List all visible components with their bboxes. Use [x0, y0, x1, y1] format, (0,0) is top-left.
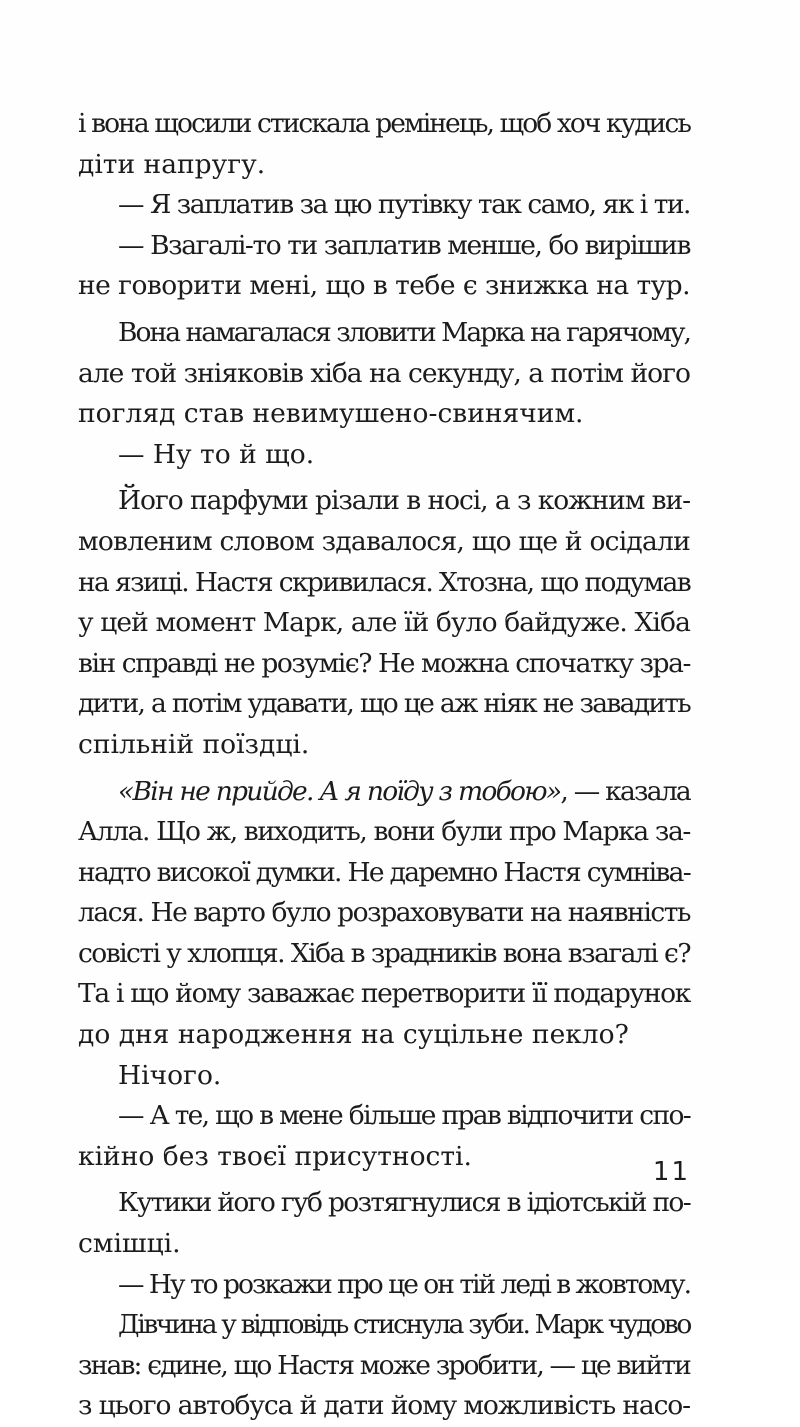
dialogue-line: — Ну то й що. — [118, 438, 315, 470]
text-line: не говорити мені, що в тебе є знижка на тур. — [78, 270, 690, 302]
text-line: Вона намагалася зловити Марка на гарячому, — [118, 316, 690, 348]
text-line: Його парфуми різали в носі, а з кожним ви- — [118, 485, 690, 517]
text-line: Та і що йому заважає перетворити її подарунок — [78, 978, 690, 1010]
text-line: у цей момент Марк, але їй було байдуже. Хіба — [78, 607, 690, 639]
text-line: спільній поїздці. — [78, 728, 310, 760]
dialogue-line: — Я заплатив за цю путівку так само, як і ти. — [118, 189, 690, 221]
page-text — [78, 104, 690, 1427]
text-line: надто високої думки. Не даремно Настя сумніва- — [78, 856, 690, 888]
text-line: кійно без твоєї присутності. — [78, 1140, 472, 1172]
dialogue-line: — Ну то розкажи про це он тій леді в жовтому. — [118, 1268, 690, 1300]
text-line: з цього автобуса й дати йому можливість насо- — [78, 1390, 690, 1422]
text-line: діти напругу. — [78, 148, 266, 180]
text-line: але той зніяковів хіба на секунду, а потім його — [78, 357, 690, 389]
text-line: знав: єдине, що Настя може зробити, — це вийти — [78, 1349, 690, 1381]
text-line: він справді не розуміє? Не можна спочатку зра- — [78, 647, 690, 679]
dialogue-line: — А те, що в мене більше прав відпочити спо- — [118, 1100, 690, 1132]
quote-attribution: , — казала — [560, 775, 690, 807]
text-line: Нічого. — [118, 1059, 222, 1091]
italic-quote: «Він не прийде. А я поїду з тобою» — [118, 775, 561, 807]
text-line: Кутики його губ розтягнулися в ідіотській по- — [118, 1187, 690, 1219]
text-line: мовленим словом здавалося, що ще й осідали — [78, 525, 690, 557]
text-line: совісті у хлопця. Хіба в зрадників вона взагалі є? — [78, 937, 690, 969]
text-line: до дня народження на суцільне пекло? — [78, 1019, 629, 1051]
text-line — [78, 772, 690, 813]
text-line: лася. Не варто було розраховувати на наявність — [78, 897, 690, 929]
dialogue-line: — Взагалі-то ти заплатив менше, бо вирішив — [118, 229, 690, 261]
page-number: 11 — [652, 1157, 690, 1187]
text-line: на язиці. Настя скривилася. Хтозна, що подумав — [78, 566, 690, 598]
text-line: Алла. Що ж, виходить, вони були про Марка за- — [78, 816, 690, 848]
text-line: погляд став невимушено-свинячим. — [78, 398, 584, 430]
text-line: Дівчина у відповідь стиснула зуби. Марк чудово — [118, 1309, 690, 1341]
text-line: дити, а потім удавати, що це аж ніяк не завадить — [78, 688, 690, 720]
text-line: і вона щосили стискала ремінець, щоб хоч кудись — [78, 108, 690, 139]
text-line: смішці. — [78, 1228, 181, 1260]
